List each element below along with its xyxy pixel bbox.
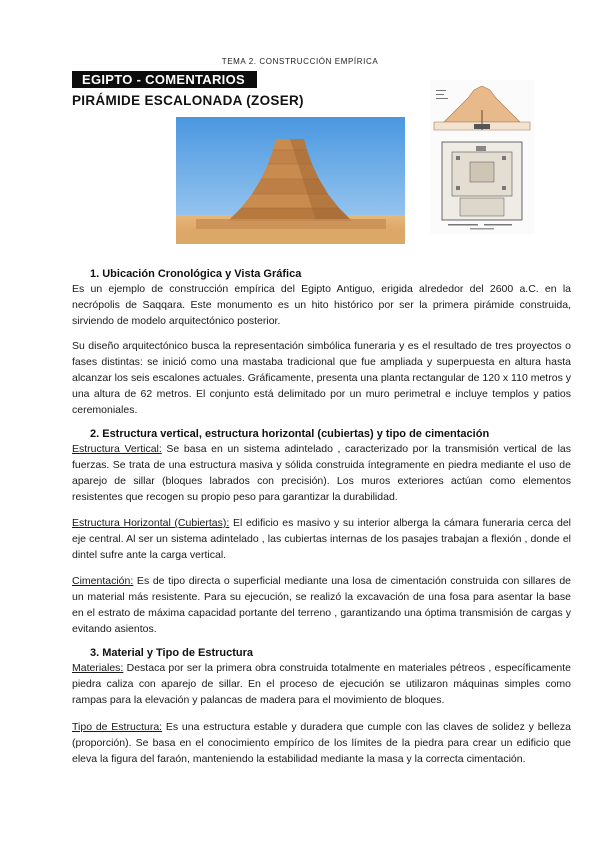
paragraph: Es un ejemplo de construcción empírica del Egipto Antiguo, erigida alrededor del 2600 a.C. en la necrópolis de Saqqara. Este monumento es un hito histórico por ser la primera pirámide construida, sirviendo de modelo arquitectónico posterior.: [72, 283, 571, 327]
paragraph-text: Destaca por ser la primera obra construida totalmente en materiales pétreos , específicamente piedra caliza con aparejo de sillar. En el proceso de ejecución se utilizaron máquinas simples como rampas para la elevación y palancas de madera para el movimiento de bloques.: [72, 662, 571, 706]
section-banner: EGIPTO - COMENTARIOS: [72, 71, 257, 88]
term-label: Estructura Vertical:: [72, 443, 162, 455]
paragraph-materials: [72, 660, 571, 708]
paragraph-structure-type: [72, 719, 571, 767]
term-label: Materiales:: [72, 662, 124, 674]
paragraph-vertical-structure: [72, 441, 571, 505]
term-label: Estructura Horizontal (Cubiertas):: [72, 517, 230, 529]
term-label: Cimentación:: [72, 575, 134, 587]
page-header: TEMA 2. CONSTRUCCIÓN EMPÍRICA: [221, 57, 379, 66]
paragraph-foundation: [72, 573, 571, 637]
section-heading-2: 2. Estructura vertical, estructura horizontal (cubiertas) y tipo de cimentación: [90, 428, 490, 440]
paragraph-text: Se basa en un sistema adintelado , caracterizado por la transmisión vertical de las fuerzas. Se trata de una estructura masiva y sólida construida íntegramente en piedra mediante el uso de aparejo de sillar (bloques labrados con precisión). Los muros exteriores actúan como elementos resistentes que recogen su propio peso para garantizar la durabilidad.: [72, 443, 571, 503]
pyramid-photo: [176, 117, 405, 244]
term-label: Tipo de Estructura:: [72, 721, 163, 733]
architectural-plans-drawing: [430, 80, 534, 234]
paragraph-text: Es una estructura estable y duradera que cumple con las claves de solidez y belleza (proporción). Se basa en el conocimiento empírico de los límites de la piedra para crear un edificio que eleva la figura del faraón, manteniendo la estabilidad mediante la masa y la correcta cimentación.: [72, 721, 571, 765]
paragraph: Su diseño arquitectónico busca la representación simbólica funeraria y es el resultado de tres proyectos o fases distintas: se inició como una mastaba tradicional que fue ampliada y superpuesta en altura hasta alcanzar los seis escalones actuales. Gráficamente, presenta una planta rectangular de 120 x 110 metros y una altura de 62 metros. El conjunto está delimitado por un muro perimetral e incluye templos y patios ceremoniales.: [72, 340, 571, 416]
paragraph-horizontal-structure: [72, 515, 571, 563]
paragraph-text: Es de tipo directa o superficial mediante una losa de cimentación construida con sillares de un material más resistente. Para su ejecución, se realizó la excavación de una fosa para asentar la base en el estrato de máxima capacidad portante del terreno , garantizando una óptima transmisión de cargas y evitando asientos.: [72, 575, 571, 635]
page-title: PIRÁMIDE ESCALONADA (ZOSER): [72, 93, 304, 108]
section-heading-3: 3. Material y Tipo de Estructura: [90, 647, 254, 659]
section-heading-1: 1. Ubicación Cronológica y Vista Gráfica: [90, 268, 302, 280]
paragraph-text: El edificio es masivo y su interior alberga la cámara funeraria cerca del eje central. Al ser un sistema adintelado , las cubiertas internas de los pasajes trabajan a flexión , donde el dintel sufre ante la carga vertical.: [72, 517, 571, 561]
